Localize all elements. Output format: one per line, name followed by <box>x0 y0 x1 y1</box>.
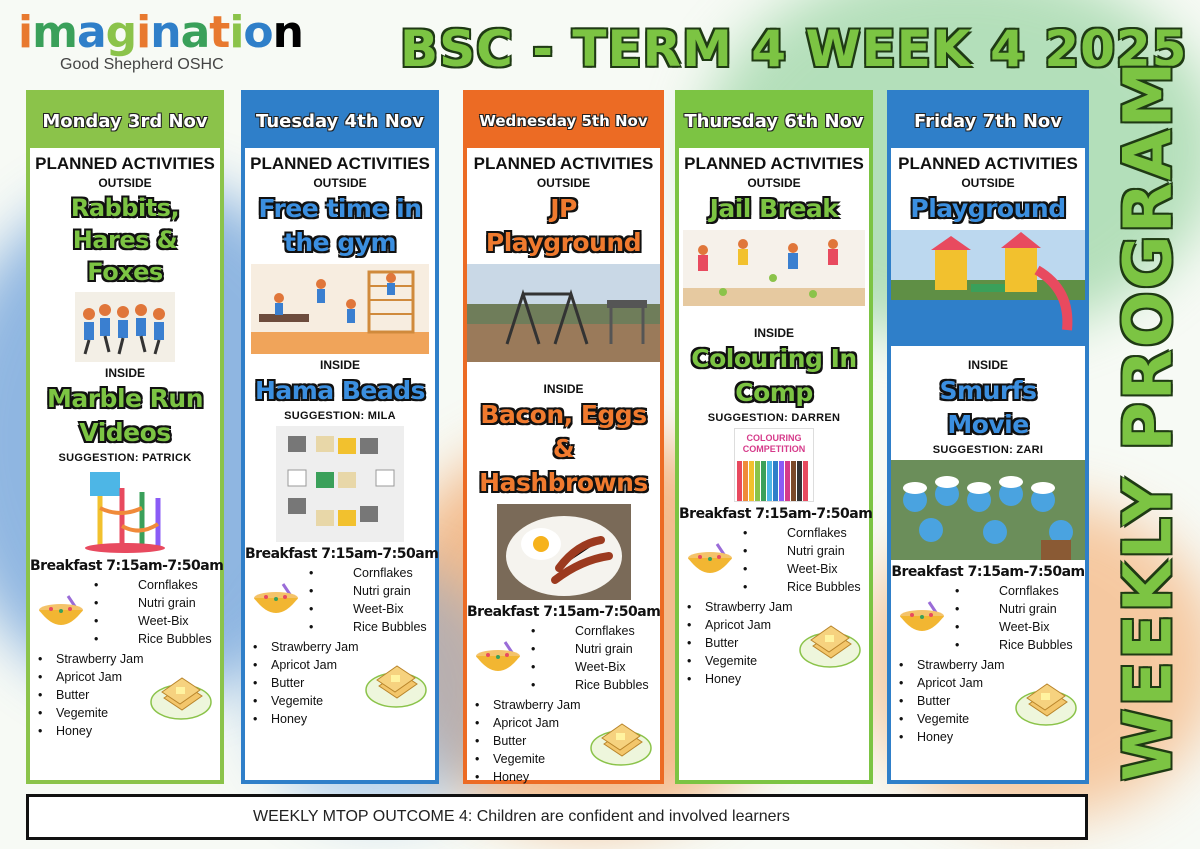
suggestion-text: SUGGESTION: MILA <box>284 410 396 422</box>
list-item: • Vegemite <box>687 654 793 672</box>
list-item: • Rice Bubbles <box>743 580 861 598</box>
outside-label: OUTSIDE <box>747 176 801 190</box>
list-item: • Honey <box>899 730 1005 748</box>
list-item: • Strawberry Jam <box>38 652 144 670</box>
inside-activity: Hama Beads <box>254 376 426 405</box>
day-header: Monday 3rd Nov <box>30 94 220 148</box>
outside-label: OUTSIDE <box>313 176 367 190</box>
outside-activity: JP Playground <box>485 194 642 257</box>
list-item: • Apricot Jam <box>687 618 793 636</box>
day-header: Thursday 6th Nov <box>679 94 869 148</box>
page-title: BSC - TERM 4 WEEK 4 2025 <box>400 20 1188 78</box>
side-title <box>1108 60 1188 780</box>
planned-label: PLANNED ACTIVITIES <box>473 154 654 173</box>
toast-icon <box>590 714 652 766</box>
smurfs-image <box>891 460 1085 560</box>
list-item: • Strawberry Jam <box>475 698 581 716</box>
inside-activity: Colouring In Comp <box>691 344 857 407</box>
spread-list <box>687 600 793 690</box>
cereal-list <box>94 578 212 650</box>
list-item: • Honey <box>687 672 793 690</box>
cereal-bowl-icon <box>36 592 86 634</box>
list-item: • Vegemite <box>38 706 144 724</box>
cereal-list <box>743 526 861 598</box>
cereal-bowl-icon <box>685 540 735 582</box>
inside-label: INSIDE <box>543 382 584 396</box>
logo-subtitle: Good Shepherd OSHC <box>60 56 224 73</box>
list-item: • Butter <box>475 734 581 752</box>
outside-activity: Playground <box>910 194 1066 223</box>
list-item: • Rice Bubbles <box>94 632 212 650</box>
list-item: • Cornflakes <box>955 584 1073 602</box>
list-item: • Nutri grain <box>743 544 861 562</box>
planned-label: PLANNED ACTIVITIES <box>250 154 430 173</box>
spread-list <box>475 698 581 788</box>
list-item: • Weet-Bix <box>309 602 427 620</box>
list-item: • Cornflakes <box>743 526 861 544</box>
list-item: • Butter <box>899 694 1005 712</box>
suggestion-text: SUGGESTION: ZARI <box>932 444 1044 456</box>
list-item: • Apricot Jam <box>475 716 581 734</box>
pencils-icon <box>735 457 813 501</box>
outside-label: OUTSIDE <box>961 176 1015 190</box>
list-item: • Cornflakes <box>94 578 212 596</box>
logo <box>18 7 303 74</box>
mtop-outcome-banner <box>26 794 1088 840</box>
cereal-bowl-icon <box>897 598 947 640</box>
jp-playground-image <box>467 264 660 362</box>
outside-label: OUTSIDE <box>98 176 152 190</box>
spread-list <box>899 658 1005 748</box>
day-column-friday <box>887 90 1089 784</box>
list-item: • Honey <box>253 712 359 730</box>
list-item: • Nutri grain <box>94 596 212 614</box>
outside-activity: Jail Break <box>709 194 839 223</box>
jail-break-image <box>683 230 865 306</box>
list-item: • Butter <box>687 636 793 654</box>
cereal-list <box>955 584 1073 656</box>
spread-list <box>253 640 359 730</box>
playground-image <box>891 230 1085 346</box>
list-item: • Rice Bubbles <box>955 638 1073 656</box>
list-item: • Weet-Bix <box>955 620 1073 638</box>
inside-label: INSIDE <box>967 358 1008 372</box>
list-item: • Cornflakes <box>531 624 649 642</box>
day-column-monday <box>26 90 224 784</box>
breakfast-time: Breakfast 7:15am-7:50am <box>30 558 224 574</box>
cereal-list <box>309 566 427 638</box>
outside-activity: Rabbits, Hares & Foxes <box>70 194 180 286</box>
suggestion-text: SUGGESTION: DARREN <box>707 412 841 424</box>
suggestion-text: SUGGESTION: PATRICK <box>58 452 192 464</box>
side-title-text: WEEKLY PROGRAM <box>1109 59 1187 781</box>
day-header: Wednesday 5th Nov <box>467 94 660 148</box>
cereal-bowl-icon <box>473 638 523 680</box>
outside-label: OUTSIDE <box>536 176 591 190</box>
day-column-wednesday <box>463 90 664 784</box>
colouring-poster-image <box>734 428 814 502</box>
inside-activity: Smurfs Movie <box>939 376 1037 439</box>
list-item: • Butter <box>38 688 144 706</box>
list-item: • Vegemite <box>253 694 359 712</box>
list-item: • Strawberry Jam <box>687 600 793 618</box>
list-item: • Vegemite <box>899 712 1005 730</box>
inside-activity: Bacon, Eggs & Hashbrowns <box>479 400 648 497</box>
list-item: • Weet-Bix <box>743 562 861 580</box>
list-item: • Butter <box>253 676 359 694</box>
list-item: • Strawberry Jam <box>253 640 359 658</box>
list-item: • Rice Bubbles <box>531 678 649 696</box>
list-item: • Apricot Jam <box>253 658 359 676</box>
list-item: • Rice Bubbles <box>309 620 427 638</box>
spread-list <box>38 652 144 742</box>
outside-activity: Free time in the gym <box>258 194 422 257</box>
inside-label: INSIDE <box>319 358 360 372</box>
list-item: • Cornflakes <box>309 566 427 584</box>
breakfast-time: Breakfast 7:15am-7:50am <box>245 546 439 562</box>
day-column-thursday <box>675 90 873 784</box>
marble-run-image <box>80 468 170 554</box>
list-item: • Honey <box>38 724 144 742</box>
toast-icon <box>1015 674 1077 726</box>
toast-icon <box>365 656 427 708</box>
poster-text: COLOURING COMPETITION <box>742 433 806 454</box>
planned-label: PLANNED ACTIVITIES <box>35 154 215 173</box>
list-item: • Weet-Bix <box>531 660 649 678</box>
planned-label: PLANNED ACTIVITIES <box>898 154 1078 173</box>
logo-wordmark: imagination <box>18 7 303 58</box>
list-item: • Strawberry Jam <box>899 658 1005 676</box>
breakfast-time: Breakfast 7:15am-7:50am <box>891 564 1085 580</box>
bacon-eggs-image <box>497 504 631 600</box>
list-item: • Nutri grain <box>955 602 1073 620</box>
list-item: • Weet-Bix <box>94 614 212 632</box>
cereal-list <box>531 624 649 696</box>
day-column-tuesday <box>241 90 439 784</box>
breakfast-time: Breakfast 7:15am-7:50am <box>679 506 873 522</box>
inside-label: INSIDE <box>104 366 145 380</box>
list-item: • Vegemite <box>475 752 581 770</box>
mtop-outcome-text: WEEKLY MTOP OUTCOME 4: Children are confident and involved learners <box>253 808 790 825</box>
toast-icon <box>799 616 861 668</box>
list-item: • Nutri grain <box>531 642 649 660</box>
list-item: • Honey <box>475 770 581 788</box>
inside-label: INSIDE <box>753 326 794 340</box>
breakfast-time: Breakfast 7:15am-7:50am <box>467 604 661 620</box>
running-kids-image <box>75 292 175 362</box>
planned-label: PLANNED ACTIVITIES <box>684 154 864 173</box>
list-item: • Nutri grain <box>309 584 427 602</box>
toast-icon <box>150 668 212 720</box>
day-header: Tuesday 4th Nov <box>245 94 435 148</box>
gym-image <box>251 264 429 354</box>
list-item: • Apricot Jam <box>899 676 1005 694</box>
day-header: Friday 7th Nov <box>891 94 1085 148</box>
inside-activity: Marble Run Videos <box>46 384 204 447</box>
hama-beads-image <box>276 426 404 542</box>
list-item: • Apricot Jam <box>38 670 144 688</box>
cereal-bowl-icon <box>251 580 301 622</box>
